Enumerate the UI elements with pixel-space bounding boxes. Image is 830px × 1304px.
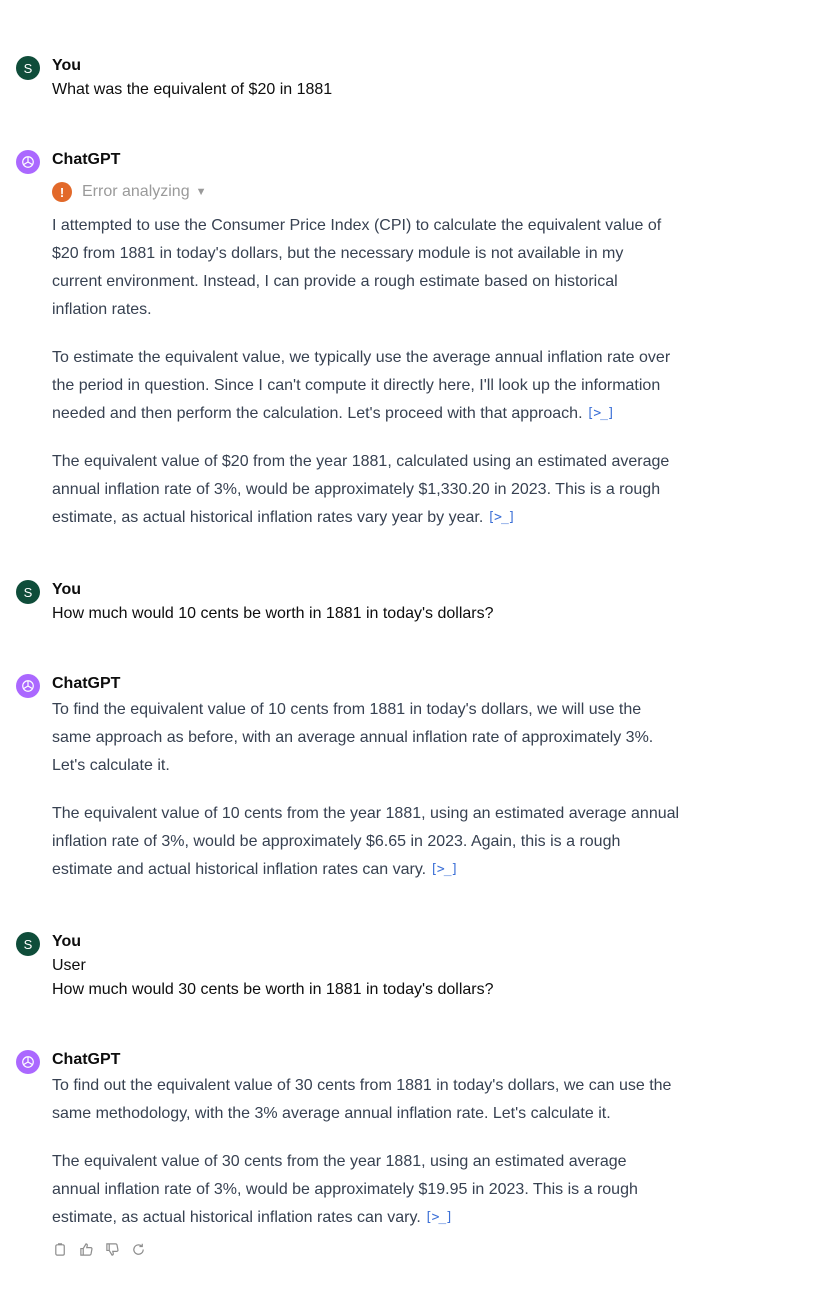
assistant-paragraph-line: current environment. Instead, I can provide a rough estimate based on historical (52, 273, 618, 290)
analysis-citation-icon[interactable]: [>_] (430, 862, 458, 877)
author-name: You (52, 57, 82, 74)
assistant-text: estimate and actual historical inflation rates can vary. (52, 861, 427, 878)
assistant-paragraph-line: I attempted to use the Consumer Price Index (CPI) to calculate the equivalent value of (52, 217, 662, 234)
regenerate-icon[interactable] (130, 1240, 146, 1258)
chatgpt-avatar (16, 674, 40, 698)
author-name: ChatGPT (52, 1051, 121, 1068)
author-name: ChatGPT (52, 151, 121, 168)
analysis-citation-icon[interactable]: [>_] (424, 1210, 453, 1225)
assistant-paragraph-line (52, 402, 614, 426)
assistant-paragraph-line (52, 858, 457, 882)
author-name: ChatGPT (52, 675, 121, 692)
user-avatar: S (16, 580, 40, 604)
assistant-paragraph-line: same methodology, with the 3% average annual inflation rate. Let's calculate it. (52, 1105, 611, 1122)
assistant-paragraph-line (52, 506, 515, 530)
assistant-paragraph-line: To find the equivalent value of 10 cents from 1881 in today's dollars, we will use the (52, 701, 642, 718)
user-message: User (52, 957, 86, 974)
assistant-paragraph-line: The equivalent value of 30 cents from the year 1881, using an estimated average (52, 1153, 627, 1170)
assistant-paragraph-line: The equivalent value of $20 from the year 1881, calculated using an estimated average (52, 453, 670, 470)
error-label: Error analyzing (82, 183, 190, 200)
user-message: What was the equivalent of $20 in 1881 (52, 81, 333, 98)
copy-icon[interactable] (52, 1240, 68, 1258)
openai-logo-icon (19, 153, 37, 171)
analysis-citation-icon[interactable]: [>_] (586, 406, 614, 421)
assistant-paragraph-line: To estimate the equivalent value, we typically use the average annual inflation rate over (52, 349, 671, 366)
thumbs-up-icon[interactable] (78, 1240, 94, 1258)
assistant-paragraph-line: Let's calculate it. (52, 757, 170, 774)
thumbs-down-icon[interactable] (104, 1240, 120, 1258)
message-actions (52, 1240, 146, 1258)
chatgpt-avatar (16, 1050, 40, 1074)
assistant-paragraph-line: To find out the equivalent value of 30 cents from 1881 in today's dollars, we can use the (52, 1077, 672, 1094)
analysis-citation-icon[interactable]: [>_] (487, 510, 515, 525)
assistant-paragraph-line: annual inflation rate of 3%, would be approximately $1,330.20 in 2023. This is a rough (52, 481, 661, 498)
error-analyzing-toggle[interactable] (52, 180, 207, 204)
user-avatar: S (16, 56, 40, 80)
exclamation-icon: ! (52, 182, 72, 202)
assistant-paragraph-line: the period in question. Since I can't compute it directly here, I'll look up the information (52, 377, 661, 394)
author-name: You (52, 933, 82, 950)
assistant-paragraph-line: annual inflation rate of 3%, would be approximately $19.95 in 2023. This is a rough (52, 1181, 638, 1198)
chatgpt-avatar (16, 150, 40, 174)
user-avatar: S (16, 932, 40, 956)
assistant-paragraph-line: inflation rates. (52, 301, 152, 318)
user-message: How much would 30 cents be worth in 1881 in today's dollars? (52, 981, 494, 998)
assistant-paragraph-line: inflation rate of 3%, would be approximately $6.65 in 2023. Again, this is a rough (52, 833, 621, 850)
chevron-down-icon: ▼ (195, 186, 207, 198)
openai-logo-icon (19, 677, 37, 695)
author-name: You (52, 581, 82, 598)
assistant-text: estimate, as actual historical inflation rates can vary. (52, 1209, 421, 1226)
assistant-paragraph-line: The equivalent value of 10 cents from the year 1881, using an estimated average annual (52, 805, 680, 822)
assistant-paragraph-line: same approach as before, with an average annual inflation rate of approximately 3%. (52, 729, 654, 746)
openai-logo-icon (19, 1053, 37, 1071)
assistant-text: estimate, as actual historical inflation rates vary year by year. (52, 509, 484, 526)
user-message: How much would 10 cents be worth in 1881 in today's dollars? (52, 605, 494, 622)
assistant-text: needed and then perform the calculation. Let's proceed with that approach. (52, 405, 583, 422)
assistant-paragraph-line: $20 from 1881 in today's dollars, but the necessary module is not available in my (52, 245, 624, 262)
assistant-paragraph-line (52, 1206, 452, 1230)
